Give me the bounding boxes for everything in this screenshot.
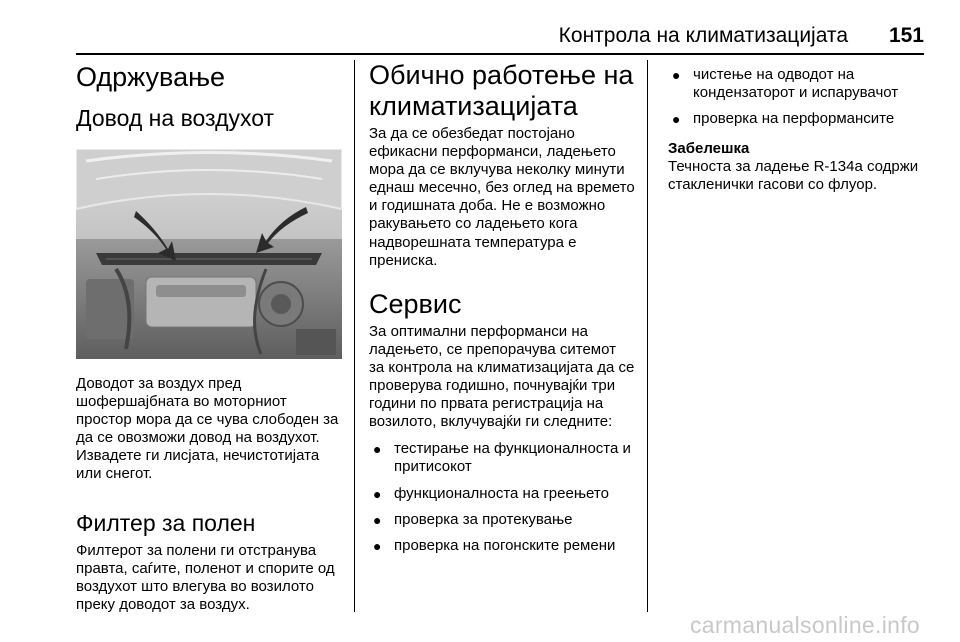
column-divider-right — [647, 60, 648, 612]
page-number: 151 — [888, 24, 924, 47]
service-paragraph: За оптимални перформанси на ладењето, се препорачува ситемот за контрола на климатизацијата да се проверува годишно, почнувајќи три години по првата регистрација на возилото, вклучувајќи ги следните: — [369, 322, 635, 431]
engine-bay-illustration — [76, 149, 342, 359]
header-rule — [76, 53, 924, 55]
engine-bay-photo — [76, 149, 342, 359]
list-item-text: проверка за протекување — [394, 510, 573, 528]
subheading-pollen-filter: Филтер за полен — [76, 509, 256, 536]
bullet-icon: ● — [373, 441, 382, 458]
note-title: Забелешка — [668, 140, 750, 158]
note-text: Течноста за ладење R-134a содржи стакленички гасови со флуор. — [668, 158, 919, 194]
regular-operation-paragraph: За да се обезбедат постојано ефикасни перформанси, ладењето мора да се вклучува неколку минути еднаш месечно, без оглед на времето и годишната доба. Не е возможно ракувањето со ладењето кога надворешната температура е прениска. — [369, 125, 635, 269]
bullet-icon: ● — [672, 67, 681, 83]
list-item-text: проверка на перформансите — [693, 110, 895, 128]
list-item-text: проверка на погонските ремени — [394, 536, 616, 554]
running-header-title: Контрола на климатизацијата — [558, 24, 848, 47]
bullet-icon: ● — [373, 537, 382, 554]
list-item — [369, 537, 635, 555]
list-item — [369, 511, 635, 529]
list-item-text: функционалноста на греењето — [394, 484, 609, 502]
list-item-text: чистење на одводот на кондензаторот и испарувачот — [693, 66, 899, 102]
list-item — [668, 110, 930, 128]
list-item-text: тестирање на функционалноста и притисокот — [394, 440, 631, 476]
section-heading-service: Сервис — [369, 288, 462, 319]
service-checklist-continued — [668, 66, 930, 128]
subheading-air-intake: Довод на воздухот — [76, 105, 275, 131]
note-box — [668, 140, 930, 194]
column-divider-left — [354, 60, 355, 612]
column-right — [668, 60, 930, 194]
watermark-text: carmanualsonline.info — [689, 612, 920, 638]
service-checklist — [369, 440, 635, 554]
list-item — [369, 440, 635, 476]
column-middle — [369, 60, 635, 555]
section-heading-regular-operation: Обично работење на климатизацијата — [369, 60, 634, 121]
bullet-icon: ● — [672, 111, 681, 128]
list-item — [668, 66, 930, 102]
column-left — [76, 60, 342, 614]
pollen-filter-paragraph: Филтерот за полени ги отстранува правта, саѓите, поленот и спорите од воздухот што влегува во возилото преку доводот за воздух. — [76, 541, 335, 613]
list-item — [369, 485, 635, 503]
air-intake-paragraph: Доводот за воздух пред шофершајбната во моторниот простор мора да се чува слободен за да се овозможи довод на воздухот. Извадете ги лисјата, нечистотијата или снегот. — [76, 375, 339, 483]
bullet-icon: ● — [373, 511, 382, 528]
bullet-icon: ● — [373, 485, 382, 502]
section-heading-maintenance: Одржување — [76, 62, 226, 92]
